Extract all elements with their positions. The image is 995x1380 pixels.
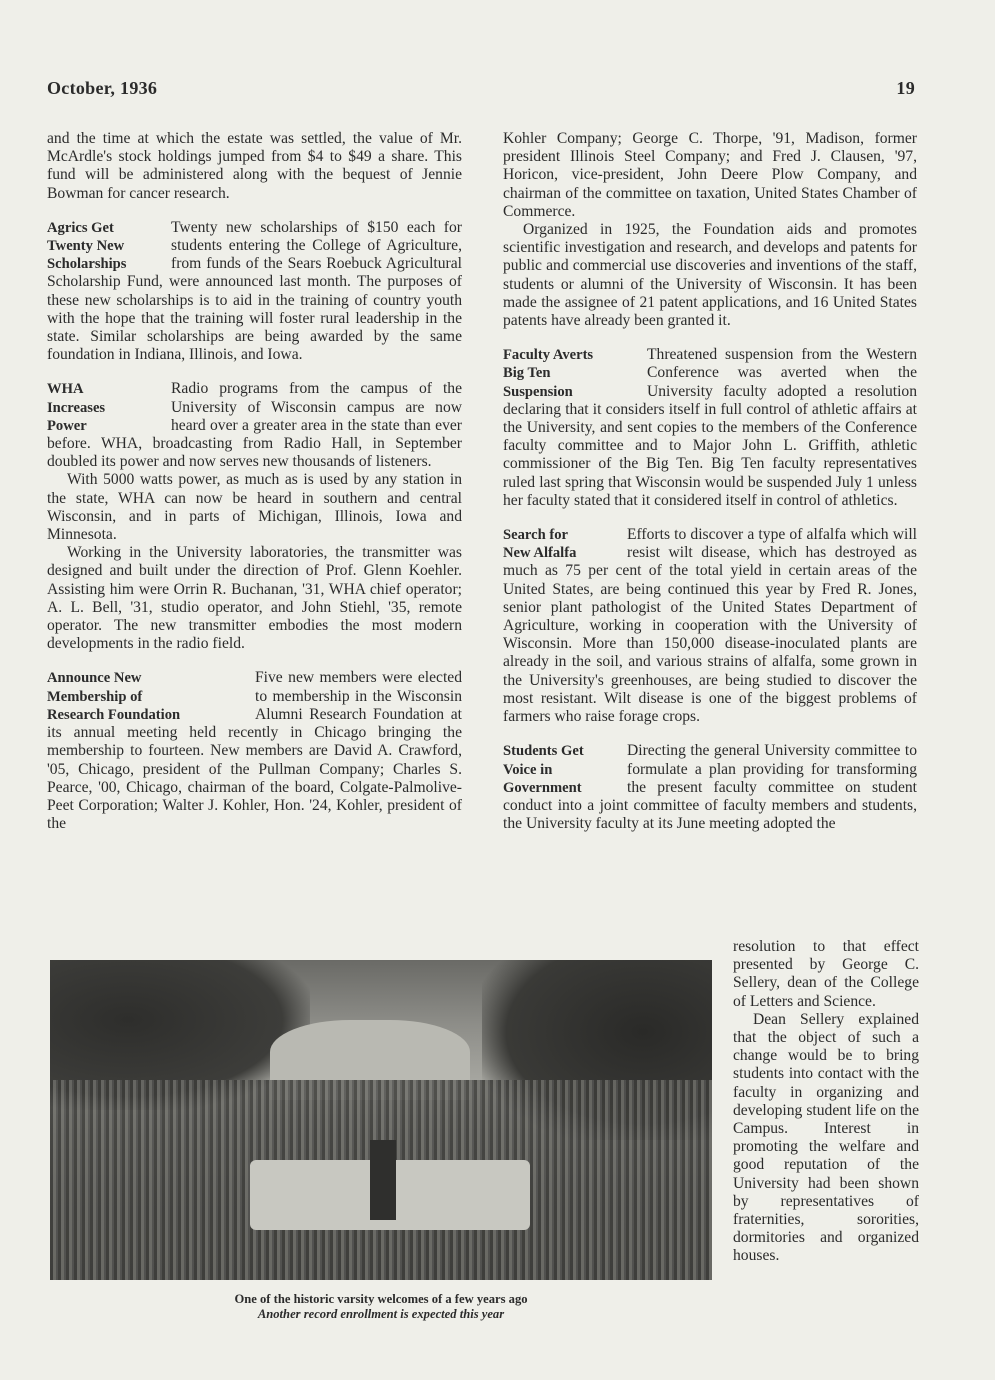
section-research-foundation xyxy=(47,669,462,833)
dean-paragraph: Dean Sellery explained that the object of such a change would be to bring students into contact with the faculty in organizing and developing student life on the Campus. Interest in promoting the welfare and good reputation of the University had been shown by representatives of fraternities, sororities, dormitories and organized houses. xyxy=(733,1010,919,1265)
section-body: Threatened suspension from the Western Conference was averted when the University faculty adopted a resolution declaring that it considers itself in full control of athletic affairs at the University, and sent copies to the members of the Conference faculty committee and to Major John L. Griffith, athletic commissioner of the Big Ten. Big Ten faculty representatives ruled last spring that Wisconsin would be suspended July 1 unless her faculty stated that it considered itself in control of athletics. xyxy=(503,346,917,509)
caption-line: Another record enrollment is expected this year xyxy=(257,1307,505,1321)
photo-caption xyxy=(50,1292,712,1322)
campus-crowd-photo xyxy=(50,960,712,1280)
section-faculty xyxy=(503,346,917,510)
continued-paragraph: Kohler Company; George C. Thorpe, '91, Madison, former president Illinois Steel Company; and Fred J. Clausen, '97, Horicon, vice-president, John Deere Plow Company, and chairman of the committee on taxation, United States Chamber of Commerce. xyxy=(503,130,917,220)
section-heading: Agrics Get Twenty New Scholarships xyxy=(47,219,127,273)
organized-paragraph: Organized in 1925, the Foundation aids and promotes scientific investigation and research, and develops and patents for public and commercial use discoveries and inventions of the staff, students or alumni of the University of Wisconsin. It has been made the assignee of 21 patent applications, and 16 United States patents have already been granted it. xyxy=(503,221,917,330)
resolution-paragraph: resolution to that effect presented by George C. Sellery, dean of the College of Letters and Science. xyxy=(733,938,919,1010)
intro-paragraph: and the time at which the estate was settled, the value of Mr. McArdle's stock holdings jumped from $4 to $49 a share. This fund will be administered along with the bequest of Jennie Bowman for cancer research. xyxy=(47,130,462,202)
section-alfalfa xyxy=(503,526,917,726)
section-body: Radio programs from the campus of the University of Wisconsin campus are now heard over a greater area in the state than ever before. WHA, broadcasting from Radio Hall, in September doubled its power and now serves new thousands of listeners. xyxy=(47,380,462,471)
section-students xyxy=(503,742,917,833)
section-body: Directing the general University committee to formulate a plan providing for transforming the present faculty committee on student conduct into a joint committee of faculty members and students, the University faculty at its June meeting adopted the xyxy=(503,742,917,833)
section-heading: Faculty Averts Big Ten Suspension xyxy=(503,347,594,400)
section-heading: Search for New Alfalfa xyxy=(503,527,577,562)
section-paragraph: Working in the University laboratories, the transmitter was designed and built under the direction of Prof. Glenn Koehler. Assisting him were Orrin R. Buchanan, '31, WHA chief operator; A. L. Bell, '31, studio operator, and John Stiehl, '35, remote operator. The new transmitter embodies the most modern developments in the radio field. xyxy=(47,544,462,653)
section-body: Five new members were elected to membership in the Wisconsin Alumni Research Foundation at its annual meeting held recently in Chicago bringing the membership to fourteen. New members are David A. Crawford, '05, Chicago, president of the Pullman Company; Charles S. Pearce, '00, Chicago, chairman of the board, Colgate-Palmolive-Peet Corporation; Walter J. Kohler, Hon. '24, Kohler, president of the xyxy=(47,669,462,833)
caption-line: One of the historic varsity welcomes of a few years ago xyxy=(234,1292,528,1306)
issue-date: October, 1936 xyxy=(47,78,158,98)
section-heading: WHA Increases Power xyxy=(47,381,106,434)
section-heading: Students Get Voice in Government xyxy=(503,743,584,796)
page-number: 19 xyxy=(896,78,915,98)
right-column xyxy=(503,130,917,833)
wrap-column xyxy=(733,938,919,1266)
section-agrics xyxy=(47,219,462,365)
section-heading: Announce New Membership of Research Foundation xyxy=(47,670,181,723)
left-column xyxy=(47,130,462,833)
section-body: Efforts to discover a type of alfalfa which will resist wilt disease, which has destroyed as much as 75 per cent of the total yield in certain areas of the United States, are being continued this year by Fred R. Jones, senior plant pathologist of the United States Department of Agriculture, working in cooperation with the University of Wisconsin. More than 150,000 disease-inoculated plants are already in the soil, and various strains of alfalfa, some grown in the University's greenhouses, are being studied to discover the most resistant. Wilt disease is one of the biggest problems of farmers who raise forage crops. xyxy=(503,526,917,726)
section-body: Twenty new scholarships of $150 each for students entering the College of Agriculture, from funds of the Sears Roebuck Agricultural Scholarship Fund, were announced last month. The purposes of these new scholarships is to aid in the training of country youth with the hope that the training will foster rural leadership in the state. Similar scholarships are being awarded by the same foundation in Indiana, Illinois, and Iowa. xyxy=(47,218,462,364)
section-wha xyxy=(47,380,462,653)
section-paragraph: With 5000 watts power, as much as is used by any station in the state, WHA can now be heard in southern and central Wisconsin, and in parts of Michigan, Illinois, Iowa and Minnesota. xyxy=(47,471,462,544)
